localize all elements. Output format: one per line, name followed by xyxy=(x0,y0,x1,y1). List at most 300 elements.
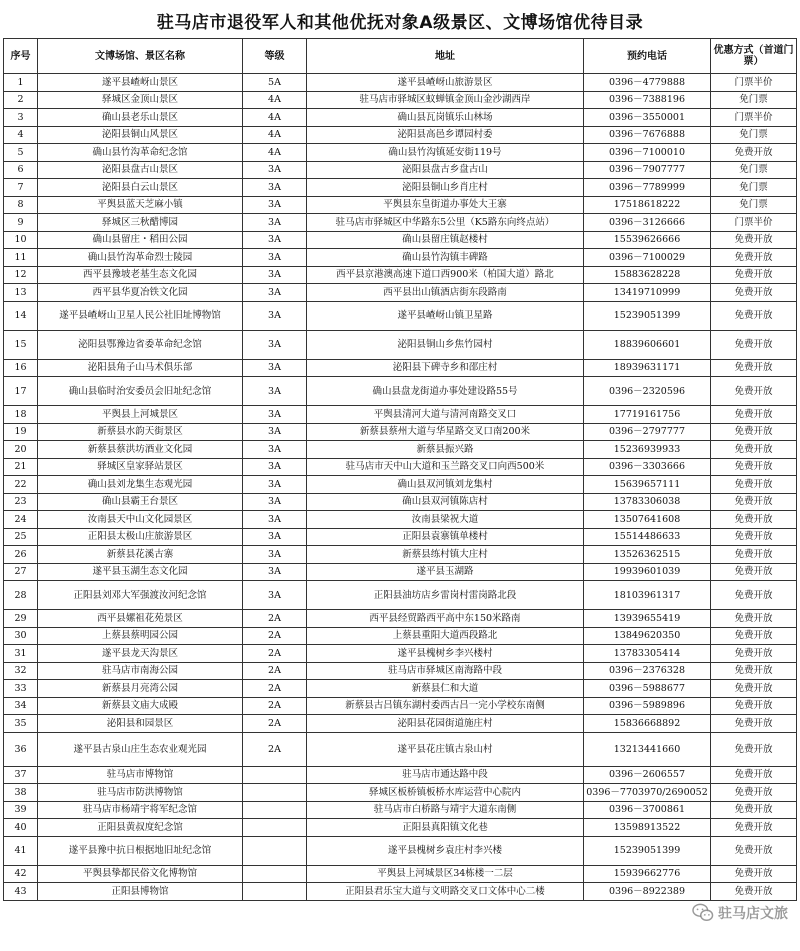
table-row xyxy=(4,645,797,663)
cell-address: 确山县双河镇陈店村 xyxy=(307,493,584,511)
cell-seq: 9 xyxy=(4,214,38,232)
cell-address: 新蔡县古吕镇东湖村委西古吕一完小学校东南侧 xyxy=(307,697,584,715)
cell-grade: 3A xyxy=(243,196,307,214)
cell-seq: 16 xyxy=(4,359,38,377)
cell-name: 遂平县嵖岈山景区 xyxy=(38,74,243,92)
cell-phone: 13849620350 xyxy=(584,627,711,645)
table-row xyxy=(4,865,797,883)
cell-seq: 6 xyxy=(4,161,38,179)
table-row xyxy=(4,406,797,424)
cell-benefit: 免费开放 xyxy=(711,284,797,302)
cell-seq: 20 xyxy=(4,441,38,459)
cell-grade: 3A xyxy=(243,581,307,610)
cell-name: 西平县华夏冶铁文化园 xyxy=(38,284,243,302)
cell-benefit: 免门票 xyxy=(711,196,797,214)
cell-name: 泌阳县白云山景区 xyxy=(38,179,243,197)
cell-address: 遂平县玉湖路 xyxy=(307,563,584,581)
cell-name: 泌阳县鄂豫边省委革命纪念馆 xyxy=(38,330,243,359)
cell-grade: 3A xyxy=(243,330,307,359)
cell-address: 确山县双河镇刘龙集村 xyxy=(307,476,584,494)
cell-seq: 8 xyxy=(4,196,38,214)
cell-phone: 13598913522 xyxy=(584,819,711,837)
cell-phone: 0396－4779888 xyxy=(584,74,711,92)
cell-grade: 2A xyxy=(243,662,307,680)
header-grade: 等级 xyxy=(243,39,307,74)
table-row xyxy=(4,784,797,802)
cell-seq: 5 xyxy=(4,144,38,162)
cell-benefit: 免费开放 xyxy=(711,697,797,715)
cell-seq: 28 xyxy=(4,581,38,610)
cell-address: 驻马店市驿城区蚊蝉镇金顶山金沙湖西岸 xyxy=(307,91,584,109)
cell-seq: 30 xyxy=(4,627,38,645)
table-row xyxy=(4,144,797,162)
cell-benefit: 免费开放 xyxy=(711,458,797,476)
table-row xyxy=(4,732,797,766)
cell-name: 确山县临时治安委员会旧址纪念馆 xyxy=(38,377,243,406)
cell-grade xyxy=(243,819,307,837)
cell-name: 确山县竹沟革命烈士陵园 xyxy=(38,249,243,267)
cell-benefit: 免门票 xyxy=(711,161,797,179)
cell-address: 驻马店市通达路中段 xyxy=(307,766,584,784)
cell-benefit: 免费开放 xyxy=(711,883,797,901)
cell-phone: 13419710999 xyxy=(584,284,711,302)
cell-phone: 0396－7703970/2690052 xyxy=(584,784,711,802)
cell-seq: 23 xyxy=(4,493,38,511)
cell-benefit: 免费开放 xyxy=(711,528,797,546)
cell-grade: 4A xyxy=(243,126,307,144)
cell-name: 新蔡县月亮湾公园 xyxy=(38,680,243,698)
cell-phone: 0396－7676888 xyxy=(584,126,711,144)
cell-name: 驿城区皇家驿站景区 xyxy=(38,458,243,476)
cell-address: 新蔡县练村镇大庄村 xyxy=(307,546,584,564)
cell-address: 西平县出山镇酒店街东段路南 xyxy=(307,284,584,302)
cell-seq: 19 xyxy=(4,423,38,441)
table-row xyxy=(4,359,797,377)
cell-grade: 3A xyxy=(243,231,307,249)
cell-seq: 34 xyxy=(4,697,38,715)
cell-grade: 3A xyxy=(243,423,307,441)
cell-address: 遂平县槐树乡李兴楼村 xyxy=(307,645,584,663)
cell-name: 确山县竹沟革命纪念馆 xyxy=(38,144,243,162)
cell-grade xyxy=(243,766,307,784)
cell-address: 平舆县东皇街道办事处大王寨 xyxy=(307,196,584,214)
cell-grade: 2A xyxy=(243,732,307,766)
cell-address: 平舆县清河大道与清河南路交叉口 xyxy=(307,406,584,424)
cell-phone: 0396－3550001 xyxy=(584,109,711,127)
cell-benefit: 免费开放 xyxy=(711,627,797,645)
cell-name: 确山县霸王台景区 xyxy=(38,493,243,511)
cell-benefit: 免费开放 xyxy=(711,249,797,267)
cell-seq: 33 xyxy=(4,680,38,698)
cell-grade: 2A xyxy=(243,715,307,733)
cell-phone: 0396－2606557 xyxy=(584,766,711,784)
cell-name: 西平县嫘祖花苑景区 xyxy=(38,610,243,628)
cell-name: 泌阳县盘古山景区 xyxy=(38,161,243,179)
cell-grade: 3A xyxy=(243,476,307,494)
cell-name: 遂平县玉湖生态文化园 xyxy=(38,563,243,581)
cell-benefit: 免费开放 xyxy=(711,563,797,581)
cell-name: 新蔡县文庙大成殿 xyxy=(38,697,243,715)
cell-grade xyxy=(243,865,307,883)
cell-address: 泌阳县花园街道施庄村 xyxy=(307,715,584,733)
cell-seq: 3 xyxy=(4,109,38,127)
cell-benefit: 免费开放 xyxy=(711,266,797,284)
cell-grade: 3A xyxy=(243,214,307,232)
cell-name: 新蔡县花溪古寨 xyxy=(38,546,243,564)
cell-name: 驻马店市博物馆 xyxy=(38,766,243,784)
cell-name: 驿城区金顶山景区 xyxy=(38,91,243,109)
cell-grade: 2A xyxy=(243,627,307,645)
cell-seq: 41 xyxy=(4,836,38,865)
cell-benefit: 免费开放 xyxy=(711,476,797,494)
cell-seq: 7 xyxy=(4,179,38,197)
header-seq: 序号 xyxy=(4,39,38,74)
cell-seq: 12 xyxy=(4,266,38,284)
cell-seq: 17 xyxy=(4,377,38,406)
cell-benefit: 免费开放 xyxy=(711,645,797,663)
cell-seq: 1 xyxy=(4,74,38,92)
cell-seq: 13 xyxy=(4,284,38,302)
cell-name: 驻马店市防洪博物馆 xyxy=(38,784,243,802)
cell-benefit: 免费开放 xyxy=(711,715,797,733)
cell-name: 平舆县挚都民俗文化博物馆 xyxy=(38,865,243,883)
cell-address: 泌阳县盘古乡盘古山 xyxy=(307,161,584,179)
cell-name: 泌阳县和园景区 xyxy=(38,715,243,733)
cell-phone: 0396－7100010 xyxy=(584,144,711,162)
cell-seq: 40 xyxy=(4,819,38,837)
table-row xyxy=(4,546,797,564)
table-row xyxy=(4,766,797,784)
cell-seq: 39 xyxy=(4,801,38,819)
cell-address: 正阳县油坊店乡雷岗村雷岗路北段 xyxy=(307,581,584,610)
cell-address: 西平县京港澳高速下道口西900米（柏国大道）路北 xyxy=(307,266,584,284)
cell-seq: 42 xyxy=(4,865,38,883)
table-row xyxy=(4,511,797,529)
cell-name: 驿城区三秋醋博园 xyxy=(38,214,243,232)
cell-benefit: 免费开放 xyxy=(711,493,797,511)
cell-grade: 3A xyxy=(243,528,307,546)
cell-benefit: 免费开放 xyxy=(711,511,797,529)
cell-grade: 4A xyxy=(243,144,307,162)
cell-phone: 0396－7388196 xyxy=(584,91,711,109)
cell-benefit: 免费开放 xyxy=(711,680,797,698)
header-phone: 预约电话 xyxy=(584,39,711,74)
cell-seq: 36 xyxy=(4,732,38,766)
cell-grade: 3A xyxy=(243,458,307,476)
cell-seq: 18 xyxy=(4,406,38,424)
header-name: 文博场馆、景区名称 xyxy=(38,39,243,74)
cell-grade: 3A xyxy=(243,284,307,302)
cell-name: 遂平县龙天沟景区 xyxy=(38,645,243,663)
table-row xyxy=(4,697,797,715)
cell-benefit: 免费开放 xyxy=(711,732,797,766)
cell-phone: 13939655419 xyxy=(584,610,711,628)
cell-name: 泌阳县角子山马术俱乐部 xyxy=(38,359,243,377)
cell-benefit: 免费开放 xyxy=(711,836,797,865)
cell-phone: 0396－7789999 xyxy=(584,179,711,197)
cell-benefit: 免费开放 xyxy=(711,441,797,459)
cell-name: 汝南县天中山文化园景区 xyxy=(38,511,243,529)
cell-grade: 2A xyxy=(243,697,307,715)
cell-grade: 3A xyxy=(243,179,307,197)
cell-phone: 18103961317 xyxy=(584,581,711,610)
cell-address: 驿城区板桥镇板桥水库运营中心院内 xyxy=(307,784,584,802)
cell-address: 新蔡县蔡州大道与华星路交叉口南200米 xyxy=(307,423,584,441)
cell-benefit: 门票半价 xyxy=(711,109,797,127)
cell-phone: 0396－8922389 xyxy=(584,883,711,901)
cell-address: 泌阳县铜山乡肖庄村 xyxy=(307,179,584,197)
cell-address: 上蔡县重阳大道西段路北 xyxy=(307,627,584,645)
table-row xyxy=(4,377,797,406)
cell-benefit: 免费开放 xyxy=(711,784,797,802)
cell-address: 新蔡县仁和大道 xyxy=(307,680,584,698)
table-row xyxy=(4,493,797,511)
cell-grade: 3A xyxy=(243,441,307,459)
cell-seq: 31 xyxy=(4,645,38,663)
cell-grade: 3A xyxy=(243,493,307,511)
cell-address: 驻马店市天中山大道和玉兰路交叉口向西500米 xyxy=(307,458,584,476)
table-row xyxy=(4,214,797,232)
cell-seq: 37 xyxy=(4,766,38,784)
page-title: 驻马店市退役军人和其他优抚对象A级景区、文博场馆优待目录 xyxy=(156,13,644,33)
cell-seq: 43 xyxy=(4,883,38,901)
cell-grade: 3A xyxy=(243,161,307,179)
cell-phone: 15939662776 xyxy=(584,865,711,883)
cell-benefit: 免费开放 xyxy=(711,819,797,837)
cell-name: 西平县豫坡老基生态文化园 xyxy=(38,266,243,284)
cell-phone: 0396－3303666 xyxy=(584,458,711,476)
cell-benefit: 免门票 xyxy=(711,126,797,144)
cell-address: 确山县竹沟镇丰碑路 xyxy=(307,249,584,267)
table-row xyxy=(4,476,797,494)
cell-phone: 15239051399 xyxy=(584,301,711,330)
cell-benefit: 免费开放 xyxy=(711,406,797,424)
cell-benefit: 免门票 xyxy=(711,91,797,109)
cell-address: 确山县盘龙街道办事处建设路55号 xyxy=(307,377,584,406)
cell-grade: 2A xyxy=(243,645,307,663)
cell-address: 正阳县袁寨镇单楼村 xyxy=(307,528,584,546)
cell-grade: 3A xyxy=(243,266,307,284)
cell-grade: 3A xyxy=(243,546,307,564)
cell-grade: 2A xyxy=(243,680,307,698)
cell-phone: 18939631171 xyxy=(584,359,711,377)
cell-benefit: 门票半价 xyxy=(711,214,797,232)
cell-benefit: 免费开放 xyxy=(711,144,797,162)
cell-benefit: 免费开放 xyxy=(711,865,797,883)
watermark-text: 驻马店文旅 xyxy=(718,906,788,922)
cell-phone: 15883628228 xyxy=(584,266,711,284)
cell-address: 驻马店市白桥路与靖宇大道东南侧 xyxy=(307,801,584,819)
cell-address: 驻马店市驿城区中华路东5公里（K5路东向终点站） xyxy=(307,214,584,232)
cell-address: 遂平县嵖岈山旅游景区 xyxy=(307,74,584,92)
cell-address: 泌阳县铜山乡焦竹园村 xyxy=(307,330,584,359)
cell-name: 平舆县上河城景区 xyxy=(38,406,243,424)
cell-address: 确山县瓦岗镇乐山林场 xyxy=(307,109,584,127)
cell-grade: 3A xyxy=(243,359,307,377)
cell-address: 遂平县花庄镇古泉山村 xyxy=(307,732,584,766)
cell-phone: 0396－7100029 xyxy=(584,249,711,267)
cell-seq: 15 xyxy=(4,330,38,359)
cell-phone: 0396－2376328 xyxy=(584,662,711,680)
cell-name: 新蔡县蔡洪坊酒业文化园 xyxy=(38,441,243,459)
cell-phone: 13783305414 xyxy=(584,645,711,663)
cell-seq: 25 xyxy=(4,528,38,546)
table-row xyxy=(4,680,797,698)
cell-seq: 10 xyxy=(4,231,38,249)
cell-grade: 3A xyxy=(243,563,307,581)
table-row xyxy=(4,441,797,459)
cell-benefit: 免费开放 xyxy=(711,801,797,819)
cell-grade xyxy=(243,801,307,819)
cell-grade: 2A xyxy=(243,610,307,628)
table-row xyxy=(4,528,797,546)
table-row xyxy=(4,284,797,302)
table-row xyxy=(4,161,797,179)
table-row xyxy=(4,196,797,214)
directory-table xyxy=(3,38,797,901)
cell-address: 汝南县梁祝大道 xyxy=(307,511,584,529)
table-row xyxy=(4,610,797,628)
cell-benefit: 免费开放 xyxy=(711,231,797,249)
cell-seq: 24 xyxy=(4,511,38,529)
cell-seq: 2 xyxy=(4,91,38,109)
cell-address: 正阳县真阳镇文化巷 xyxy=(307,819,584,837)
cell-grade xyxy=(243,784,307,802)
table-row xyxy=(4,458,797,476)
cell-grade xyxy=(243,836,307,865)
cell-address: 确山县竹沟镇延安街119号 xyxy=(307,144,584,162)
table-row xyxy=(4,74,797,92)
cell-name: 正阳县刘邓大军强渡汝河纪念馆 xyxy=(38,581,243,610)
cell-benefit: 免费开放 xyxy=(711,359,797,377)
table-row xyxy=(4,109,797,127)
cell-address: 确山县留庄镇赵楼村 xyxy=(307,231,584,249)
cell-name: 上蔡县蔡明园公园 xyxy=(38,627,243,645)
cell-grade: 4A xyxy=(243,91,307,109)
watermark xyxy=(692,903,788,923)
cell-address: 驻马店市驿城区南海路中段 xyxy=(307,662,584,680)
cell-name: 平舆县蓝天芝麻小镇 xyxy=(38,196,243,214)
table-row xyxy=(4,91,797,109)
cell-grade: 4A xyxy=(243,109,307,127)
cell-address: 泌阳县下碑寺乡和邵庄村 xyxy=(307,359,584,377)
header-benefit: 优惠方式（首道门票） xyxy=(711,39,797,74)
cell-phone: 13783306038 xyxy=(584,493,711,511)
cell-seq: 22 xyxy=(4,476,38,494)
cell-address: 西平县经贸路西平高中东150米路南 xyxy=(307,610,584,628)
cell-seq: 29 xyxy=(4,610,38,628)
cell-benefit: 免费开放 xyxy=(711,377,797,406)
cell-phone: 0396－2320596 xyxy=(584,377,711,406)
table-row xyxy=(4,179,797,197)
cell-phone: 15514486633 xyxy=(584,528,711,546)
cell-name: 正阳县博物馆 xyxy=(38,883,243,901)
cell-name: 遂平县豫中抗日根据地旧址纪念馆 xyxy=(38,836,243,865)
cell-grade: 3A xyxy=(243,377,307,406)
cell-name: 遂平县古泉山庄生态农业观光园 xyxy=(38,732,243,766)
cell-address: 遂平县槐树乡袁庄村李兴楼 xyxy=(307,836,584,865)
header-row xyxy=(4,39,797,74)
wechat-icon xyxy=(692,903,714,923)
cell-seq: 21 xyxy=(4,458,38,476)
header-address: 地址 xyxy=(307,39,584,74)
cell-address: 正阳县君乐宝大道与文明路交叉口文体中心二楼 xyxy=(307,883,584,901)
table-row xyxy=(4,231,797,249)
cell-grade: 3A xyxy=(243,511,307,529)
cell-address: 平舆县上河城景区34栋楼一二层 xyxy=(307,865,584,883)
table-row xyxy=(4,249,797,267)
cell-benefit: 免费开放 xyxy=(711,546,797,564)
table-row xyxy=(4,662,797,680)
cell-name: 驻马店市杨靖宇将军纪念馆 xyxy=(38,801,243,819)
table-row xyxy=(4,266,797,284)
table-row xyxy=(4,301,797,330)
cell-phone: 0396－5989896 xyxy=(584,697,711,715)
cell-name: 新蔡县水韵天街景区 xyxy=(38,423,243,441)
cell-phone: 17518618222 xyxy=(584,196,711,214)
cell-phone: 0396－3700861 xyxy=(584,801,711,819)
cell-phone: 15239051399 xyxy=(584,836,711,865)
cell-name: 确山县老乐山景区 xyxy=(38,109,243,127)
cell-address: 遂平县嵖岈山镇卫星路 xyxy=(307,301,584,330)
cell-phone: 15236939933 xyxy=(584,441,711,459)
cell-name: 泌阳县铜山风景区 xyxy=(38,126,243,144)
cell-seq: 35 xyxy=(4,715,38,733)
cell-grade: 5A xyxy=(243,74,307,92)
cell-benefit: 免费开放 xyxy=(711,610,797,628)
cell-seq: 26 xyxy=(4,546,38,564)
cell-name: 确山县刘龙集生态观光园 xyxy=(38,476,243,494)
cell-phone: 13526362515 xyxy=(584,546,711,564)
cell-phone: 15539626666 xyxy=(584,231,711,249)
table-row xyxy=(4,563,797,581)
cell-phone: 18839606601 xyxy=(584,330,711,359)
table-row xyxy=(4,581,797,610)
cell-seq: 11 xyxy=(4,249,38,267)
cell-benefit: 免门票 xyxy=(711,179,797,197)
cell-seq: 4 xyxy=(4,126,38,144)
cell-benefit: 免费开放 xyxy=(711,330,797,359)
cell-address: 泌阳县高邑乡谭园村委 xyxy=(307,126,584,144)
cell-phone: 13213441660 xyxy=(584,732,711,766)
cell-benefit: 免费开放 xyxy=(711,581,797,610)
cell-benefit: 免费开放 xyxy=(711,423,797,441)
cell-grade xyxy=(243,883,307,901)
cell-benefit: 免费开放 xyxy=(711,662,797,680)
table-row xyxy=(4,126,797,144)
cell-phone: 0396－7907777 xyxy=(584,161,711,179)
cell-seq: 14 xyxy=(4,301,38,330)
cell-phone: 0396－5988677 xyxy=(584,680,711,698)
cell-benefit: 门票半价 xyxy=(711,74,797,92)
table-row xyxy=(4,819,797,837)
table-row xyxy=(4,801,797,819)
table-row xyxy=(4,836,797,865)
cell-name: 驻马店市南海公园 xyxy=(38,662,243,680)
cell-phone: 15836668892 xyxy=(584,715,711,733)
cell-grade: 3A xyxy=(243,301,307,330)
cell-address: 新蔡县振兴路 xyxy=(307,441,584,459)
table-row xyxy=(4,627,797,645)
cell-name: 遂平县嵖岈山卫星人民公社旧址博物馆 xyxy=(38,301,243,330)
table-row xyxy=(4,330,797,359)
table-row xyxy=(4,715,797,733)
cell-phone: 0396－3126666 xyxy=(584,214,711,232)
cell-grade: 3A xyxy=(243,249,307,267)
cell-phone: 15639657111 xyxy=(584,476,711,494)
cell-grade: 3A xyxy=(243,406,307,424)
cell-phone: 17719161756 xyxy=(584,406,711,424)
